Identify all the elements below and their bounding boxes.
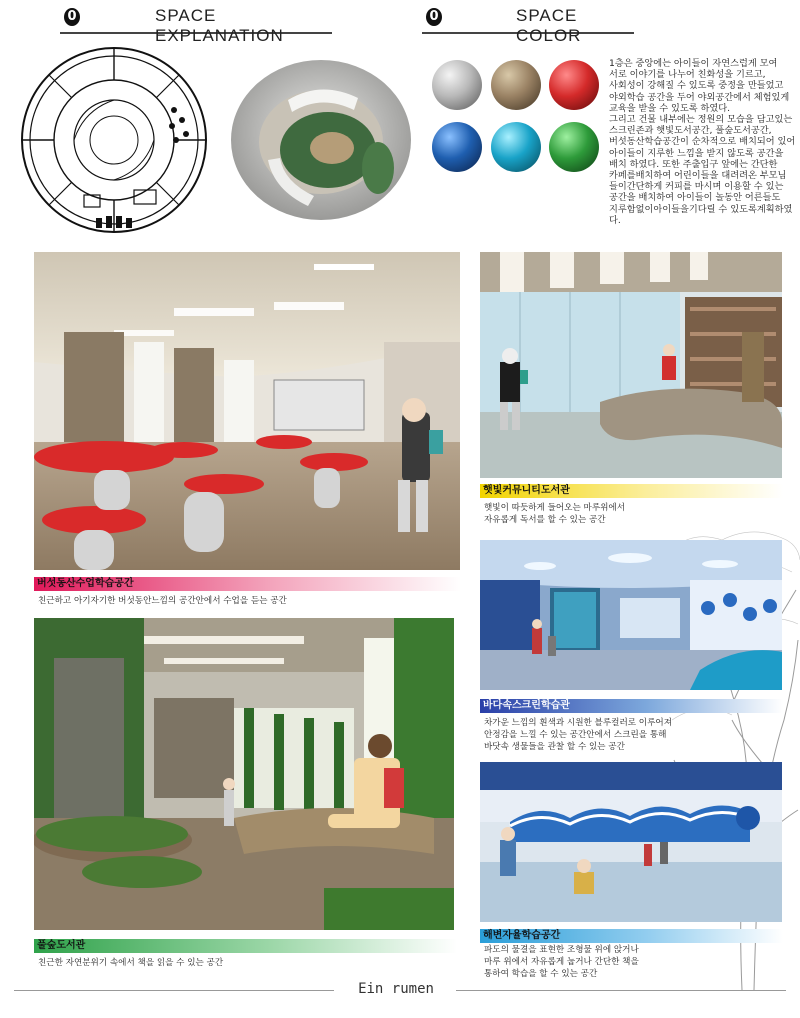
space-description-paragraph (609, 58, 799, 226)
description-line: 친근하고 아기자기한 버섯동안느낌의 공간안에서 수업을 듣는 공간 (38, 596, 287, 606)
footer-rule-right (456, 990, 786, 991)
paragraph-line: 공간을 배치하여 아이들이 놀동안 어른들도 (609, 192, 781, 204)
caption-title: 버섯동산수업학습공간 (37, 578, 134, 589)
paragraph-line: 1층은 중앙에는 아이들이 자연스럽게 모여 (609, 58, 778, 69)
paragraph-line: 버섯동산학습공간이 순차적으로 배치되어 있어 (609, 136, 796, 148)
footer-signature: Ein rumen (358, 981, 434, 997)
grass-library-photo (34, 618, 454, 930)
sunlight-description (484, 502, 780, 526)
section-title: SPACE EXPLANATION (155, 6, 284, 45)
sea-screen-room-photo (480, 540, 782, 690)
description-line: 마루 위에서 자유롭게 눕거나 간단한 책을 (484, 957, 639, 967)
beach-study-space-photo (480, 762, 782, 922)
section-number-badge: 0 (64, 8, 80, 26)
section-number-badge: 0 (426, 8, 442, 26)
section-title: SPACE COLOR (516, 6, 582, 45)
caption-title: 해변자율학습공간 (483, 930, 561, 941)
paragraph-line: 서로 이야기를 나누어 친화성을 기르고, (609, 69, 766, 81)
description-line: 친근한 자연분위기 속에서 책을 읽을 수 있는 공간 (38, 958, 224, 968)
color-swatch-red (549, 60, 599, 110)
caption-title: 햇빛커뮤니티도서관 (483, 485, 570, 496)
mushroom-caption-bar (34, 577, 461, 591)
sea-caption-bar (480, 699, 783, 713)
description-line: 통하여 학습을 할 수 있는 공간 (484, 969, 598, 979)
description-line: 햇빛이 따듯하게 들어오는 마루위에서 (484, 503, 626, 513)
caption-title: 풀숲도서관 (37, 940, 86, 951)
sea-description (484, 717, 780, 753)
paragraph-line: 지루함없이아이들을기다릴 수 있도록계획하였다. (609, 203, 793, 226)
color-swatch-cyan (491, 122, 541, 172)
footer-rule-left (14, 990, 334, 991)
paragraph-line: 야외학습 공간을 두어 야외공간에서 체험있게 (609, 91, 790, 103)
description-line: 안정감을 느낄 수 있는 공간안에서 스크린을 통해 (484, 730, 667, 740)
description-line: 파도의 물결을 표현한 조형물 위에 앉거나 (484, 945, 639, 955)
mushroom-classroom-photo (34, 252, 460, 570)
space-explanation-header (60, 6, 332, 45)
paragraph-line: 카페를배치하여 어린이들을 대려려온 부모님 (609, 170, 787, 182)
grass-caption-bar (34, 939, 457, 953)
floor-plan-drawing (14, 40, 214, 240)
paragraph-line: 배치 하였다. 또한 주출입구 앞에는 간단한 (609, 158, 778, 170)
paragraph-line: 교육을 받을 수 있도록 하였다. (609, 102, 731, 114)
description-line: 차가운 느낌의 흰색과 시원한 블루컬러로 이루어져 (484, 718, 672, 728)
paragraph-line: 들이간단하게 커피를 마시며 이용할 수 있는 (609, 181, 784, 193)
caption-title: 바다속스크린학습관 (483, 700, 570, 711)
beach-description (484, 944, 780, 980)
sunlight-library-photo (480, 252, 782, 478)
description-line: 자유롭게 독서를 할 수 있는 공간 (484, 515, 606, 525)
site-model-render (228, 50, 414, 222)
color-swatch-blue (432, 122, 482, 172)
paragraph-line: 사회성이 강해질 수 있도록 중정을 만들었고 (609, 80, 784, 92)
sunlight-caption-bar (480, 484, 783, 498)
color-swatch-green (549, 122, 599, 172)
beach-caption-bar (480, 929, 783, 943)
space-color-header (422, 6, 634, 45)
paragraph-line: 스크린존과 햇빛도서공간, 풀숲도서공간, (609, 125, 772, 137)
grass-description (38, 957, 454, 969)
color-swatch-gray (432, 60, 482, 110)
paragraph-line: 아이들이 지루한 느낌을 받지 않도록 공간을 (609, 147, 784, 159)
description-line: 바닷속 생물들을 관찰 할 수 있는 공간 (484, 742, 625, 752)
color-swatch-brown (491, 60, 541, 110)
paragraph-line: 그리고 건물 내부에는 정원의 모습을 담고있는 (609, 114, 793, 126)
mushroom-description (38, 595, 458, 607)
